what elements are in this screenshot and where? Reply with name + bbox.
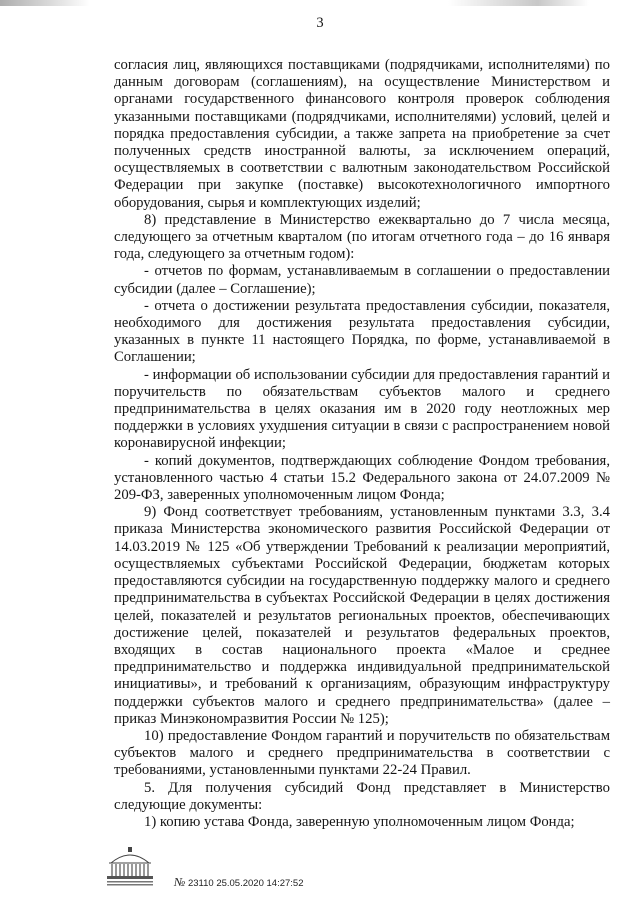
list-item: - отчета о достижении результата предоставления субсидии, показателя, необходимого для достижения результата предоставления субсидии, указанных в пункте 11 настоящего Порядка, по форме, устанавливаемой в Соглашении; — [114, 297, 610, 366]
number-sign: № — [174, 875, 186, 889]
paragraph: 1) копию устава Фонда, заверенную уполномоченным лицом Фонда; — [144, 813, 575, 830]
paragraph: 8) представление в Министерство ежеквартально до 7 числа месяца, следующего за отчетным кварталом (по итогам отчетного года – до 16 января года, следующего за отчетным годом): — [114, 211, 610, 263]
list-item: - информации об использовании субсидии для предоставления гарантий и поручительств по обязательствам субъектов малого и среднего предпринимательства в целях оказания им в 2020 году неотложных мер поддержки в условиях ухудшения ситуации в связи с распространением новой коронавирусной инфекции; — [114, 366, 610, 452]
document-footer — [103, 845, 563, 895]
document-body — [114, 57, 610, 831]
paragraph: 5. Для получения субсидий Фонд представляет в Министерство следующие документы: — [114, 779, 610, 813]
paragraph: согласия лиц, являющихся поставщиками (подрядчиками, исполнителями) по данным договорам (соглашениям), на осуществление Министерством и органами государственного финансового контроля проверок соблюдения указанными поставщиками (подрядчиками, исполнителями) условий, целей и порядка предоставления субсидии, а также запрета на приобретение за счет полученных средств иностранной валюты, за исключением операций, осуществляемых в соответствии с валютным законодательством Российской Федерации при закупке (поставке) высокотехнологичного импортного оборудования, сырья и комплектующих изделий; — [114, 57, 610, 211]
paragraph: 9) Фонд соответствует требованиям, установленным пунктами 3.3, 3.4 приказа Министерства экономического развития Российской Федерации от 14.03.2019 № 125 «Об утверждении Требований к реализации мероприятий, осуществляемых субъектами Российской Федерации, бюджетам которых предоставляются субсидии на государственную поддержку малого и среднего предпринимательства в субъектах Российской Федерации в целях достижения целей, показателей и результатов региональных проектов, обеспечивающих достижение целей, показателей и результатов федеральных проектов, входящих в состав национального проекта «Малое и среднее предпринимательство и поддержка индивидуальной предпринимательской инициативы», и требований к организациям, образующим инфраструктуру поддержки субъектов малого и среднего предпринимательства» (далее – приказ Минэкономразвития России № 125); — [114, 504, 610, 727]
page-number: 3 — [316, 15, 324, 31]
registration-stamp: 23110 25.05.2020 14:27:52 — [187, 878, 304, 889]
paragraph: 10) предоставление Фондом гарантий и поручительств по обязательствам субъектов малого и среднего предпринимательства в соответствии с требованиями, установленными пунктами 22-24 Правил. — [114, 727, 610, 779]
list-item: - отчетов по формам, устанавливаемым в соглашении о предоставлении субсидии (далее – Соглашение); — [114, 263, 610, 297]
scan-edge — [0, 0, 640, 6]
government-building-icon — [103, 845, 157, 892]
list-item: - копий документов, подтверждающих соблюдение Фондом требования, установленного частью 4 статьи 15.2 Федерального закона от 24.07.2009 № 209-ФЗ, заверенных уполномоченным лицом Фонда; — [114, 452, 610, 504]
document-stamp — [174, 875, 304, 890]
